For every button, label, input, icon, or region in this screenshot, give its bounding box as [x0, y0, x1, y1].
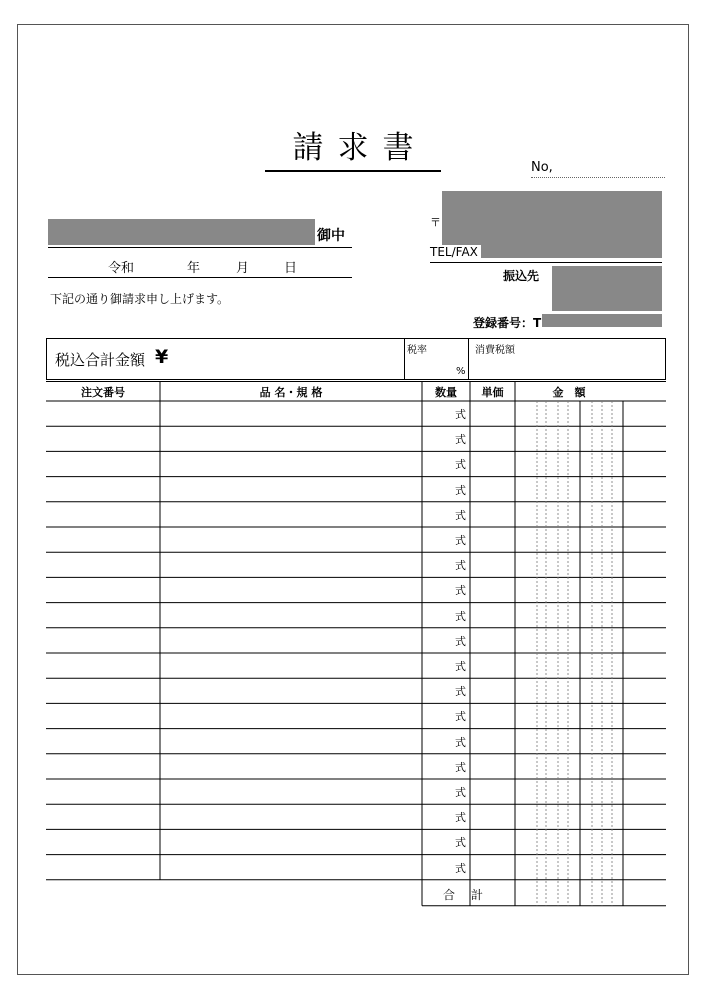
quantity-unit-label: 式 — [455, 861, 466, 875]
document-title: 請求書 — [292, 130, 428, 166]
percent-sign: % — [456, 366, 466, 377]
header-quantity: 数量 — [435, 386, 457, 399]
header-unit-price: 単価 — [481, 386, 504, 399]
yen-sign: ¥ — [155, 346, 169, 368]
header-item-spec: 品 名・規 格 — [259, 386, 323, 399]
invoice-number-line — [531, 177, 665, 178]
date-underline — [48, 277, 352, 278]
invoice-number-label: No, — [531, 160, 553, 175]
tax-rate-label: 税率 — [407, 345, 427, 356]
title-underline — [265, 170, 441, 172]
date-era: 令和 — [108, 261, 135, 276]
quantity-unit-label: 式 — [455, 811, 466, 825]
bank-label: 振込先 — [503, 269, 540, 283]
line-items-table-grid — [46, 381, 666, 909]
quantity-unit-label: 式 — [455, 408, 466, 421]
quantity-unit-label: 式 — [455, 508, 466, 522]
registration-number-redacted — [542, 314, 662, 327]
quantity-unit-label: 式 — [455, 609, 466, 623]
date-day: 日 — [284, 261, 298, 276]
greeting-text: 下記の通り御請求申し上げます。 — [50, 292, 230, 306]
quantity-unit-label: 式 — [455, 710, 466, 724]
header-amount: 金 額 — [552, 386, 586, 399]
quantity-unit-label: 式 — [455, 584, 466, 598]
date-month: 月 — [236, 261, 250, 276]
quantity-unit-label: 式 — [455, 786, 466, 799]
total-box-divider — [468, 338, 469, 380]
quantity-unit-label: 式 — [455, 559, 466, 573]
recipient-suffix: 御中 — [317, 228, 345, 244]
recipient-underline — [48, 247, 352, 248]
issuer-address-underline — [430, 262, 662, 263]
bank-info-redacted — [552, 266, 662, 311]
header-order-number: 注文番号 — [81, 386, 125, 399]
quantity-unit-label: 式 — [455, 634, 466, 648]
quantity-unit-label: 式 — [455, 483, 466, 497]
quantity-unit-label: 式 — [455, 685, 466, 699]
table-total-label: 合計 — [443, 888, 500, 902]
quantity-unit-label: 式 — [455, 735, 466, 749]
quantity-unit-label: 式 — [455, 534, 466, 547]
quantity-unit-label: 式 — [455, 660, 466, 673]
date-year: 年 — [187, 261, 201, 276]
total-amount-label: 税込合計金額 — [55, 351, 146, 369]
quantity-unit-label: 式 — [455, 760, 466, 774]
quantity-unit-label: 式 — [455, 836, 466, 850]
registration-number-label: 登録番号：T — [473, 316, 542, 330]
postal-mark: 〒 — [430, 216, 441, 229]
total-box-divider — [404, 338, 405, 380]
consumption-tax-label: 消費税額 — [475, 345, 515, 356]
quantity-unit-label: 式 — [455, 458, 466, 472]
quantity-unit-label: 式 — [455, 433, 466, 447]
telfax-label: TEL/FAX — [430, 245, 481, 259]
recipient-name-redacted — [48, 219, 315, 245]
